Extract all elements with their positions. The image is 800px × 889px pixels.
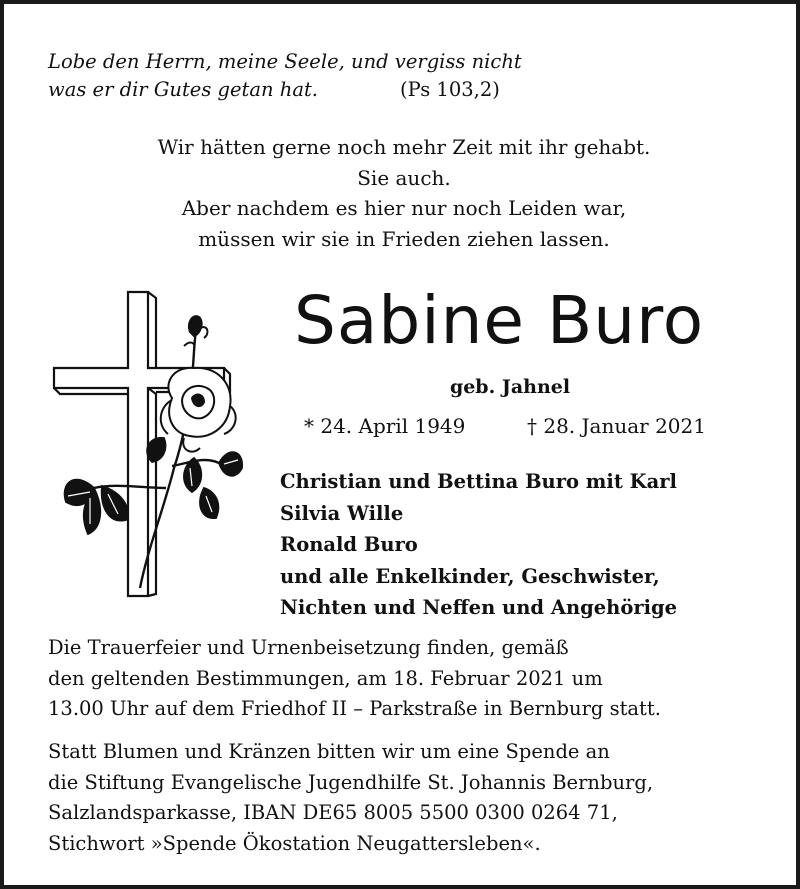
- mourner-line: Silvia Wille: [280, 501, 404, 525]
- donation-info: [48, 737, 768, 859]
- verse-reference: (Ps 103,2): [400, 78, 500, 101]
- death-date: † 28. Januar 2021: [527, 414, 706, 438]
- mourner-line: und alle Enkelkinder, Geschwister,: [280, 564, 660, 588]
- birth-date: * 24. April 1949: [304, 414, 466, 438]
- bible-verse: [48, 48, 522, 104]
- verse-line: Lobe den Herrn, meine Seele, und vergiss nicht: [48, 50, 522, 73]
- intro-line: Wir hätten gerne noch mehr Zeit mit ihr gehabt.: [157, 135, 651, 159]
- mourner-line: Nichten und Neffen und Angehörige: [280, 596, 678, 619]
- intro-text: [4, 132, 800, 254]
- donation-info-line: Salzlandsparkasse, IBAN DE65 8005 5500 0300 0264 71,: [48, 801, 618, 824]
- mourners-list: [280, 466, 677, 624]
- donation-info-line: Stichwort »Spende Ökostation Neugattersleben«.: [48, 831, 541, 855]
- intro-line: Aber nachdem es hier nur noch Leiden war,: [181, 196, 627, 220]
- birth-name: geb. Jahnel: [449, 376, 571, 398]
- mourner-line: Ronald Buro: [280, 533, 418, 556]
- funeral-info: [48, 633, 768, 725]
- donation-info-line: die Stiftung Evangelische Jugendhilfe St. Johannis Bernburg,: [48, 770, 654, 794]
- deceased-name: Sabine Buro: [294, 282, 705, 359]
- funeral-info-line: 13.00 Uhr auf dem Friedhof II – Parkstraße in Bernburg statt.: [48, 697, 661, 720]
- cross-with-rose-icon: [44, 288, 244, 608]
- verse-line: was er dir Gutes getan hat.: [48, 78, 319, 101]
- intro-line: Sie auch.: [357, 165, 451, 190]
- funeral-info-line: Die Trauerfeier und Urnenbeisetzung finden, gemäß: [48, 636, 569, 659]
- intro-line: müssen wir sie in Frieden ziehen lassen.: [198, 226, 610, 251]
- donation-info-line: Statt Blumen und Kränzen bitten wir um eine Spende an: [48, 740, 610, 763]
- mourner-line: Christian und Bettina Buro mit Karl: [280, 470, 677, 493]
- funeral-info-line: den geltenden Bestimmungen, am 18. Februar 2021 um: [48, 666, 603, 690]
